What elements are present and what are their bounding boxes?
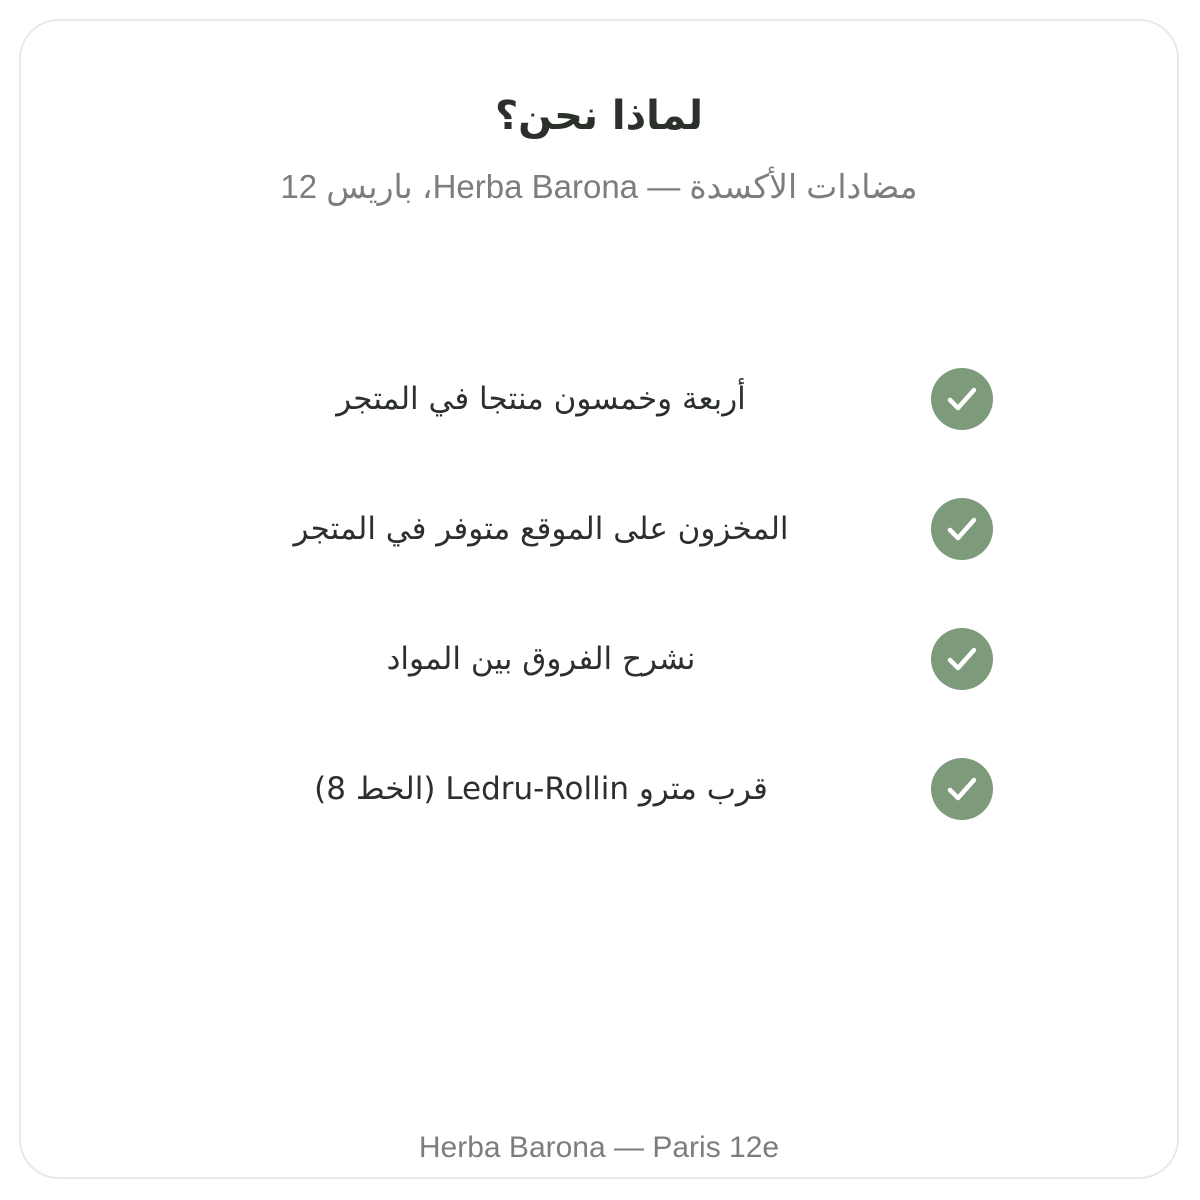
feature-label: أربعة وخمسون منتجا في المتجر [336,381,746,417]
feature-item [21,368,1177,430]
check-circle-icon [931,758,993,820]
feature-label: نشرح الفروق بين المواد [386,641,696,677]
feature-label: المخزون على الموقع متوفر في المتجر [293,511,789,547]
feature-label: قرب مترو Ledru-Rollin (الخط 8) [314,771,768,807]
feature-item [21,498,1177,560]
check-circle-icon [931,628,993,690]
page-title: لماذا نحن؟ [494,93,704,139]
feature-item [21,628,1177,690]
page-subtitle: مضادات الأكسدة — Herba Barona، باريس 12 [280,168,918,205]
check-circle-icon [931,368,993,430]
feature-item [21,758,1177,820]
check-circle-icon [931,498,993,560]
feature-card [19,19,1179,1179]
footer-text: Herba Barona — Paris 12e [418,1131,780,1164]
